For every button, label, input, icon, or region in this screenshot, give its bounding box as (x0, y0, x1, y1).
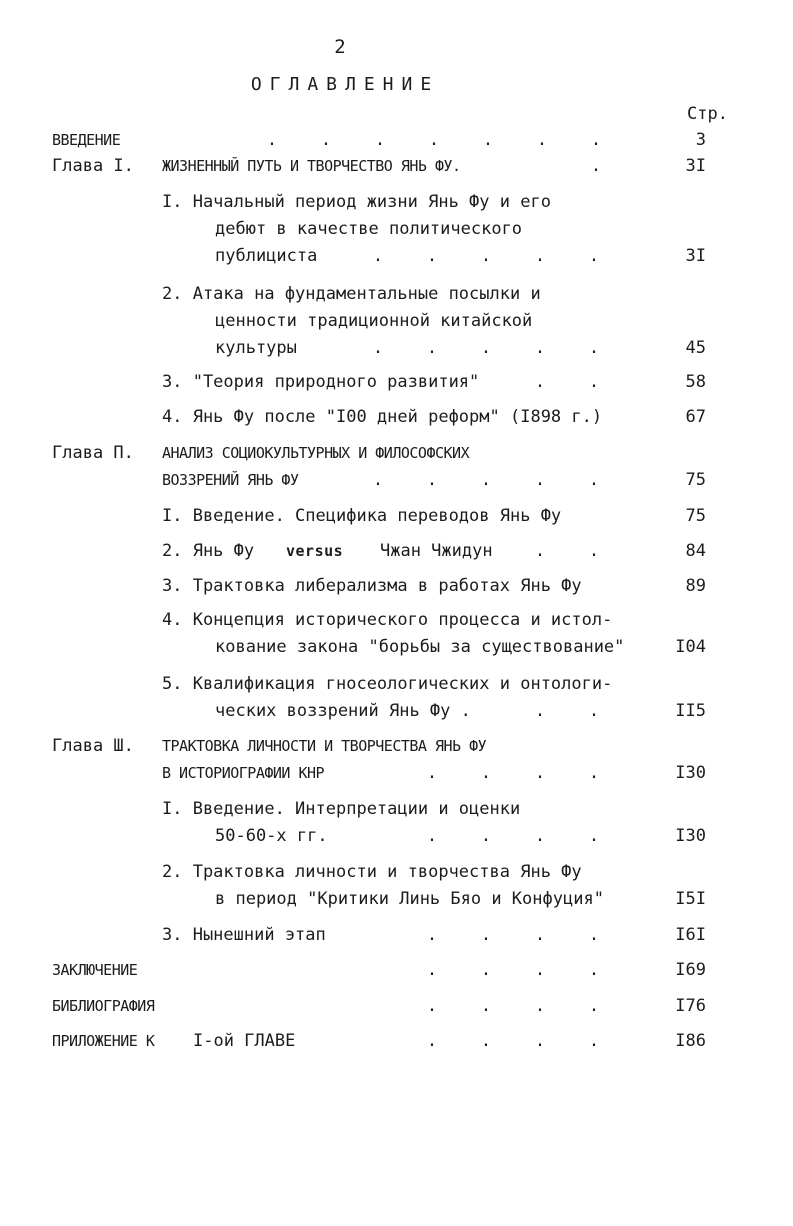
leader-dots: . . . . . (372, 246, 602, 266)
toc-chapter-title: ТРАКТОВКА ЛИЧНОСТИ И ТВОРЧЕСТВА ЯНЬ ФУ (162, 737, 487, 755)
toc-entry-page: 75 (685, 470, 706, 490)
toc-entry-chapter-2-line2 (0, 468, 793, 492)
toc-section-title-versus: versus (286, 542, 344, 560)
toc-entry-2-4-line1 (0, 608, 793, 632)
toc-entry-3-1-line1 (0, 797, 793, 821)
toc-entry-page: I30 (675, 763, 706, 783)
toc-entry-2-1 (0, 504, 793, 528)
leader-dots: . . . . . . . (266, 130, 604, 150)
toc-entry-page: 3I (685, 246, 706, 266)
toc-chapter-title-cont: В ИСТОРИОГРАФИИ КНР (162, 764, 325, 782)
toc-entry-appendix (0, 1029, 793, 1053)
toc-chapter-label: Глава Ш. (52, 736, 134, 756)
toc-entry-page: 45 (685, 338, 706, 358)
toc-entry-page: I69 (675, 960, 706, 980)
toc-section-title: I. Введение. Специфика переводов Янь Фу (162, 506, 562, 526)
toc-entry-page: 67 (685, 407, 706, 427)
toc-entry-page: 58 (685, 372, 706, 392)
toc-entry-page: 89 (685, 576, 706, 596)
toc-entry-page: 3 (695, 130, 706, 150)
leader-dots: . . (534, 701, 602, 721)
toc-entry-bibliography (0, 994, 793, 1018)
leader-dots: . . (534, 541, 602, 561)
toc-entry-page: I04 (675, 637, 706, 657)
toc-entry-2-3 (0, 574, 793, 598)
toc-section-title: 2. Трактовка личности и творчества Янь Фу (162, 862, 582, 882)
toc-section-title-cont: ценности традиционной китайской (215, 311, 533, 331)
toc-section-title: I. Начальный период жизни Янь Фу и его (162, 192, 551, 212)
toc-entry-1-2-line1 (0, 282, 793, 306)
toc-entry-3-2-line1 (0, 860, 793, 884)
toc-entry-conclusion (0, 958, 793, 982)
toc-entry-3-1-line2 (0, 824, 793, 848)
toc-entry-chapter-1 (0, 154, 793, 178)
leader-dots: . (590, 156, 604, 176)
toc-entry-2-5-line1 (0, 672, 793, 696)
toc-entry-3-2-line2 (0, 887, 793, 911)
toc-entry-page: I30 (675, 826, 706, 846)
toc-entry-label: ЗАКЛЮЧЕНИЕ (52, 961, 138, 979)
leader-dots: . . . . (426, 826, 602, 846)
toc-entry-1-4 (0, 405, 793, 429)
toc-entry-label: ПРИЛОЖЕНИЕ К (52, 1032, 155, 1050)
toc-entry-page: 3I (685, 156, 706, 176)
toc-entry-page: 75 (685, 506, 706, 526)
toc-chapter-title-cont: ВОЗЗРЕНИЙ ЯНЬ ФУ (162, 471, 299, 489)
toc-section-title: 3. Нынешний этап (162, 925, 326, 945)
toc-section-title-cont: ческих воззрений Янь Фу . (215, 701, 471, 721)
page-title: ОГЛАВЛЕНИЕ (250, 74, 440, 95)
toc-section-title-cont: 50-60-х гг. (215, 826, 328, 846)
leader-dots: . . . . (426, 763, 602, 783)
page-number: 2 (334, 36, 346, 58)
toc-entry-page: I5I (675, 889, 706, 909)
toc-chapter-title: АНАЛИЗ СОЦИОКУЛЬТУРНЫХ И ФИЛОСОФСКИХ (162, 444, 470, 462)
toc-section-title-cont: культуры (215, 338, 297, 358)
toc-entry-1-2-line3 (0, 336, 793, 360)
toc-section-title: 4. Концепция исторического процесса и истол- (162, 610, 613, 630)
toc-entry-1-2-line2 (0, 309, 793, 333)
leader-dots: . . (534, 372, 602, 392)
toc-entry-label: БИБЛИОГРАФИЯ (52, 997, 155, 1015)
toc-entry-page: II5 (675, 701, 706, 721)
toc-entry-3-3 (0, 923, 793, 947)
toc-entry-chapter-3-line1 (0, 734, 793, 758)
page-column-header: Стр. (687, 104, 728, 124)
toc-section-title: 2. Янь Фу (162, 541, 255, 561)
toc-section-title-rest: Чжан Чжидун (380, 541, 493, 561)
toc-entry-2-2 (0, 539, 793, 563)
leader-dots: . . . . (426, 925, 602, 945)
toc-section-title: 3. Трактовка либерализма в работах Янь Фу (162, 576, 582, 596)
toc-section-title-cont: в период "Критики Линь Бяо и Конфуция" (215, 889, 604, 909)
toc-entry-2-4-line2 (0, 635, 793, 659)
toc-section-title: 3. "Теория природного развития" (162, 372, 480, 392)
toc-entry-page: I86 (675, 1031, 706, 1051)
leader-dots: . . . . (426, 1031, 602, 1051)
leader-dots: . . . . . (372, 470, 602, 490)
toc-section-title-cont: кование закона "борьбы за существование" (215, 637, 625, 657)
toc-section-title: I. Введение. Интерпретации и оценки (162, 799, 521, 819)
toc-entry-2-5-line2 (0, 699, 793, 723)
toc-section-title-cont: дебют в качестве политического (215, 219, 523, 239)
toc-entry-page: I6I (675, 925, 706, 945)
toc-entry-1-3 (0, 370, 793, 394)
toc-entry-1-1-line3 (0, 244, 793, 268)
toc-entry-page: I76 (675, 996, 706, 1016)
toc-section-title: 4. Янь Фу после "I00 дней реформ" (I898 г.) (162, 407, 603, 427)
toc-entry-introduction (0, 128, 793, 152)
toc-entry-label-rest: I-ой ГЛАВЕ (193, 1031, 296, 1051)
toc-entry-chapter-2-line1 (0, 441, 793, 465)
toc-entry-label: ВВЕДЕНИЕ (52, 131, 121, 149)
toc-entry-chapter-3-line2 (0, 761, 793, 785)
leader-dots: . . . . (426, 996, 602, 1016)
toc-chapter-label: Глава I. (52, 156, 134, 176)
toc-chapter-title: ЖИЗНЕННЫЙ ПУТЬ И ТВОРЧЕСТВО ЯНЬ ФУ. (162, 157, 461, 175)
toc-chapter-label: Глава П. (52, 443, 134, 463)
toc-entry-page: 84 (685, 541, 706, 561)
toc-entry-1-1-line2 (0, 217, 793, 241)
toc-section-title-cont: публициста (215, 246, 318, 266)
toc-section-title: 2. Атака на фундаментальные посылки и (162, 284, 541, 304)
leader-dots: . . . . (426, 960, 602, 980)
leader-dots: . . . . . (372, 338, 602, 358)
toc-entry-1-1-line1 (0, 190, 793, 214)
toc-section-title: 5. Квалификация гносеологических и онтологи- (162, 674, 613, 694)
